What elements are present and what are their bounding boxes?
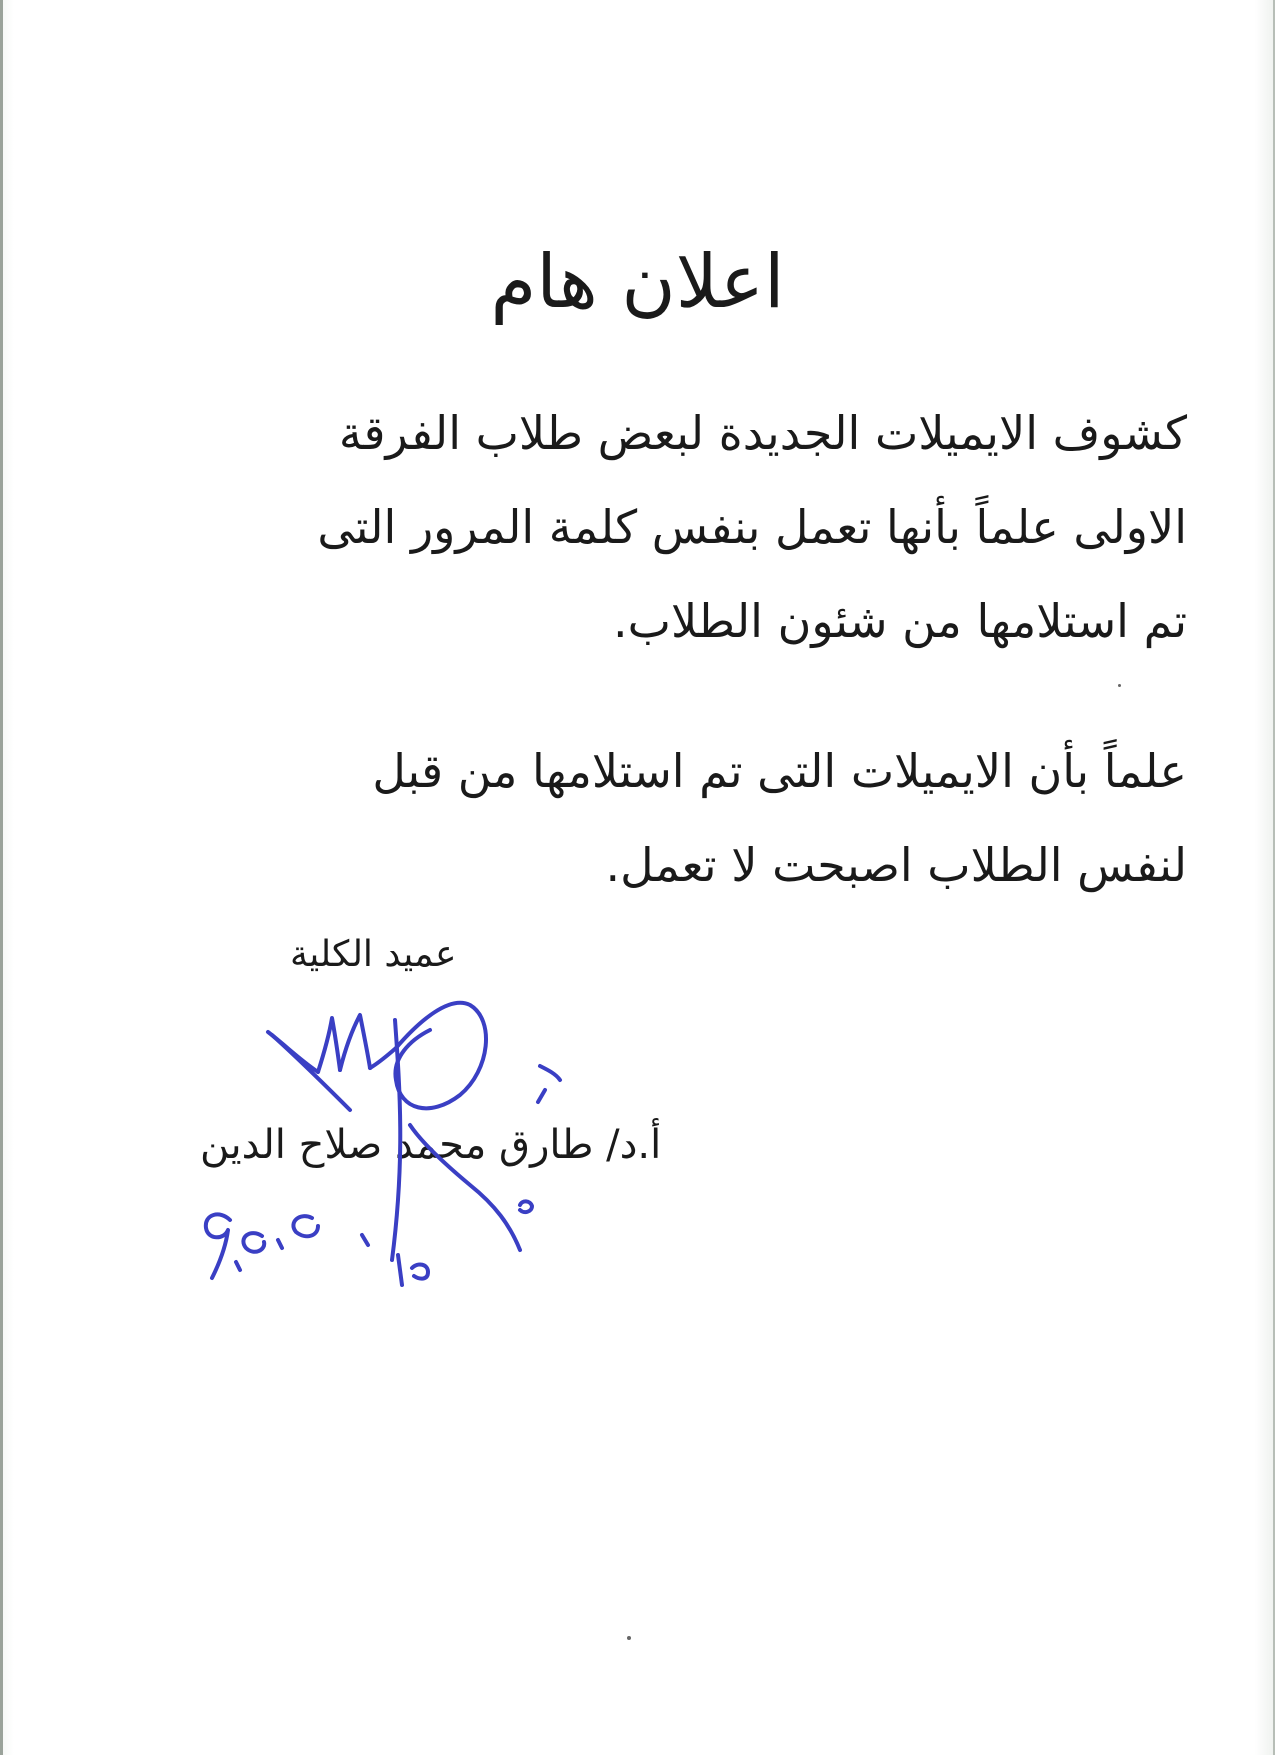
date-digit-5 xyxy=(293,1216,318,1236)
date-digit-6 xyxy=(278,1240,282,1248)
dean-name: أ.د/ طارق محمد صلاح الدين xyxy=(200,1122,662,1168)
paragraph-2-line-1: علماً بأن الايميلات التى تم استلامها من قبل xyxy=(372,744,1187,798)
scan-speck xyxy=(627,1636,631,1640)
announcement-title: اعلان هام xyxy=(490,239,785,325)
date-digit-9 xyxy=(206,1214,230,1278)
date-digit-3 xyxy=(412,1265,428,1279)
date-digit-4 xyxy=(362,1235,368,1245)
paragraph-2-line-2: لنفس الطلاب اصبحت لا تعمل. xyxy=(605,838,1187,892)
date-digit-1 xyxy=(520,1201,532,1212)
paragraph-1-line-1: كشوف الايميلات الجديدة لبعض طلاب الفرقة xyxy=(338,406,1187,460)
dean-title: عميد الكلية xyxy=(290,934,457,975)
signature-stroke-5 xyxy=(370,1048,396,1068)
signature-stroke-10 xyxy=(538,1090,545,1102)
date-digit-2 xyxy=(398,1255,402,1285)
signature-stroke-3 xyxy=(318,1018,340,1072)
signature-stroke-6 xyxy=(395,1003,486,1109)
announcement-paragraph-1 xyxy=(157,386,1187,668)
signature-stroke-4 xyxy=(340,1015,370,1070)
signature-stroke-2 xyxy=(268,1032,318,1072)
paragraph-1-line-2: الاولى علماً بأنها تعمل بنفس كلمة المرور التى xyxy=(317,500,1187,554)
signature-stroke-1 xyxy=(272,1035,350,1110)
scan-speck xyxy=(1118,684,1121,687)
announcement-paragraph-2 xyxy=(157,724,1187,912)
date-digit-7 xyxy=(243,1233,264,1252)
date-digit-8 xyxy=(236,1262,240,1270)
signature-stroke-9 xyxy=(540,1066,560,1080)
paragraph-1-line-3: تم استلامها من شئون الطلاب. xyxy=(613,594,1187,648)
